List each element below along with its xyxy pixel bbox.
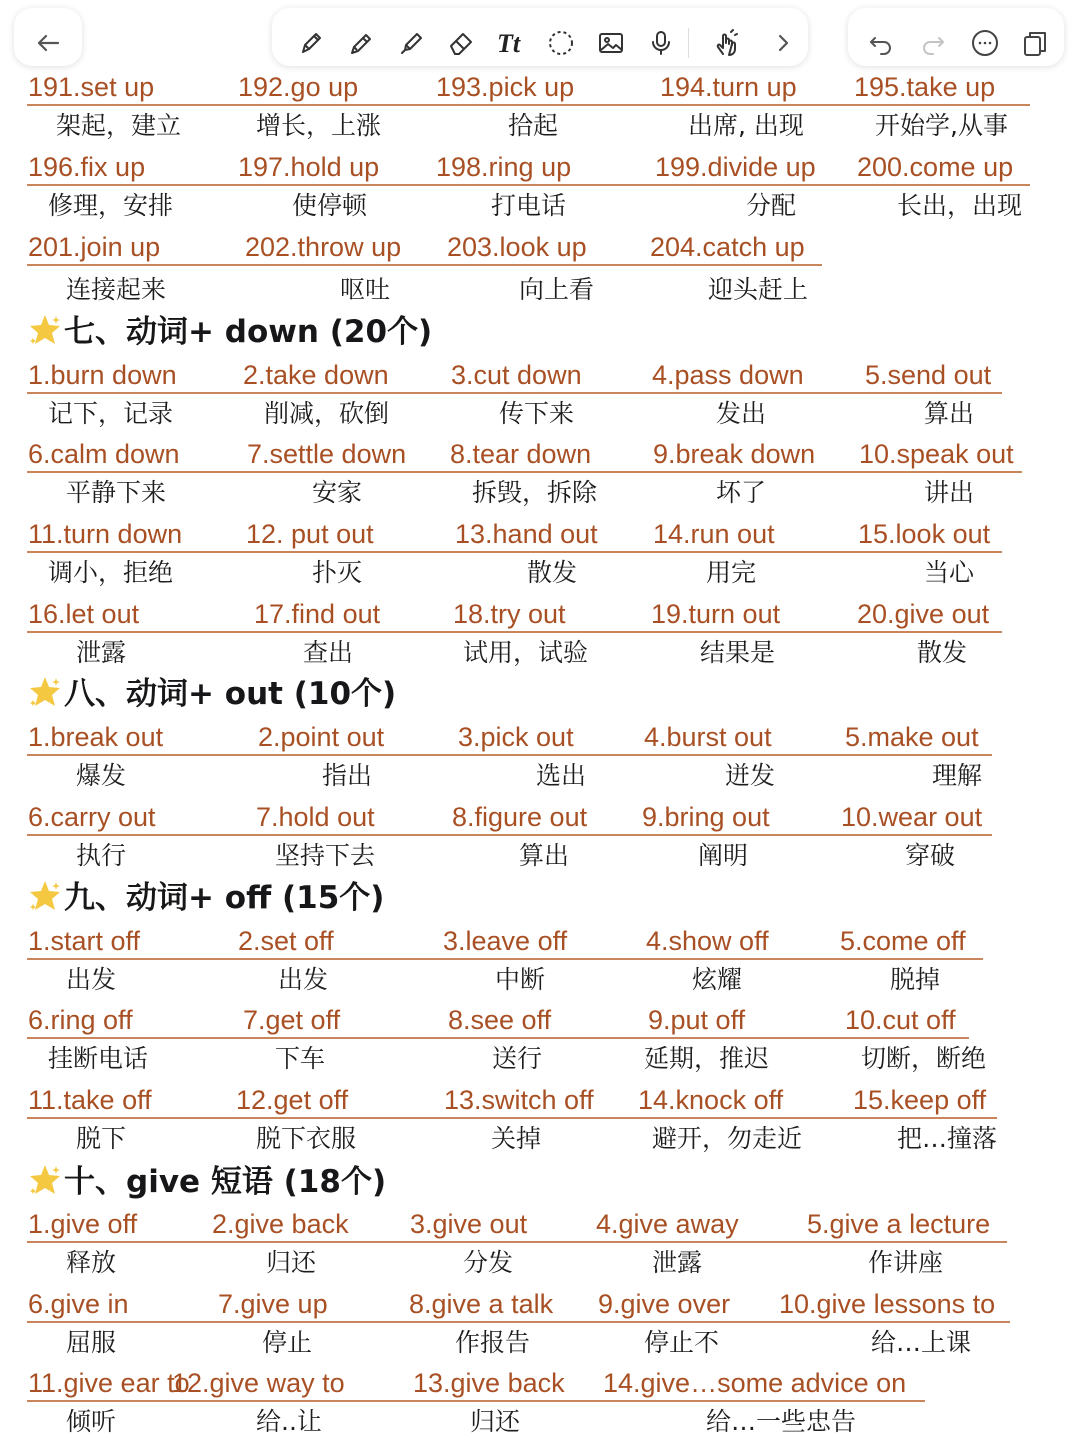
star-sparkle-icon	[28, 879, 62, 913]
phrase-meaning: 给…一些忠告	[706, 1407, 857, 1436]
phrase-term: 3.give out	[410, 1209, 528, 1239]
phrase-meaning: 安家	[312, 478, 363, 507]
phrase-meaning: 向上看	[519, 275, 595, 304]
phrase-meaning: 使停顿	[292, 191, 368, 220]
phrase-meaning: 脱掉	[890, 965, 941, 994]
phrase-term: 8.figure out	[452, 802, 588, 832]
phrase-term: 7.settle down	[247, 439, 407, 469]
phrase-row	[0, 358, 1080, 398]
phrase-meaning: 分配	[746, 191, 797, 220]
phrase-meaning: 扑灭	[312, 558, 363, 587]
phrase-term: 7.hold out	[256, 802, 375, 832]
phrase-meaning: 指出	[322, 761, 373, 790]
phrase-term: 12.get off	[236, 1085, 349, 1115]
star-sparkle-icon	[28, 675, 62, 709]
phrase-term: 14.run out	[653, 519, 775, 549]
phrase-meaning: 关掉	[491, 1124, 542, 1153]
section-heading	[28, 312, 432, 352]
phrase-meaning: 坚持下去	[275, 841, 376, 870]
phrase-meaning: 分发	[463, 1248, 514, 1277]
phrase-meaning: 当心	[924, 558, 975, 587]
section-heading-text: 八、动词+ out (10个)	[64, 676, 397, 712]
phrase-meaning: 停止不	[644, 1328, 720, 1357]
section-heading-text: 九、动词+ off (15个)	[64, 880, 385, 916]
phrase-meaning: 归还	[470, 1407, 521, 1436]
phrase-term: 14.knock off	[638, 1085, 784, 1115]
phrase-term: 5.send out	[865, 360, 992, 390]
phrase-meaning: 爆发	[76, 761, 127, 790]
phrase-meaning: 传下来	[499, 399, 575, 428]
phrase-term: 1.burn down	[28, 360, 177, 390]
phrase-meaning: 脱下	[76, 1124, 127, 1153]
phrase-meaning: 把…撞落	[897, 1124, 998, 1153]
phrase-term: 195.take up	[854, 72, 996, 102]
row-underline	[27, 1321, 1010, 1323]
phrase-term: 1.give off	[28, 1209, 138, 1239]
phrase-meaning: 下车	[275, 1044, 326, 1073]
phrase-term: 10.cut off	[845, 1005, 956, 1035]
phrase-meaning: 作报告	[455, 1328, 531, 1357]
row-underline	[27, 1117, 997, 1119]
phrase-meaning: 中断	[495, 965, 546, 994]
phrase-term: 13.hand out	[455, 519, 598, 549]
phrase-meaning: 给…上课	[871, 1328, 972, 1357]
phrase-row	[0, 150, 1080, 190]
row-underline	[27, 1037, 969, 1039]
phrase-row	[0, 437, 1080, 477]
phrase-term: 194.turn up	[660, 72, 797, 102]
row-underline	[27, 1400, 925, 1402]
phrase-row	[0, 230, 1080, 270]
phrase-term: 3.cut down	[451, 360, 582, 390]
section-heading-text: 七、动词+ down (20个)	[64, 314, 433, 350]
phrase-term: 15.keep off	[853, 1085, 987, 1115]
phrase-meaning: 出发	[278, 965, 329, 994]
phrase-term: 7.give up	[218, 1289, 328, 1319]
phrase-meaning: 呕吐	[340, 275, 391, 304]
phrase-term: 203.look up	[447, 232, 587, 262]
phrase-term: 6.ring off	[28, 1005, 133, 1035]
phrase-term: 2.point out	[258, 722, 385, 752]
phrase-meaning: 算出	[924, 399, 975, 428]
phrase-term: 9.give over	[598, 1289, 731, 1319]
phrase-term: 5.give a lecture	[807, 1209, 991, 1239]
phrase-meaning: 发出	[716, 399, 767, 428]
phrase-term: 4.show off	[646, 926, 769, 956]
phrase-meaning: 送行	[492, 1044, 543, 1073]
phrase-term: 3.pick out	[458, 722, 574, 752]
phrase-term: 201.join up	[28, 232, 161, 262]
phrase-meaning: 开始学,从事	[875, 111, 1008, 140]
phrase-term: 202.throw up	[245, 232, 402, 262]
star-sparkle-icon	[28, 313, 62, 347]
phrase-term: 18.try out	[453, 599, 566, 629]
phrase-term: 193.pick up	[436, 72, 575, 102]
phrase-meaning: 试用，试验	[463, 638, 589, 667]
row-underline	[27, 1241, 1007, 1243]
phrase-meaning: 炫耀	[692, 965, 743, 994]
phrase-term: 12.give way to	[172, 1368, 345, 1398]
phrase-meaning: 增长，上涨	[256, 111, 382, 140]
phrase-meaning: 给..让	[256, 1407, 322, 1436]
phrase-meaning: 拆毁，拆除	[472, 478, 598, 507]
phrase-meaning: 结果是	[700, 638, 776, 667]
phrase-term: 15.look out	[858, 519, 991, 549]
phrase-term: 200.come up	[857, 152, 1014, 182]
phrase-term: 8.give a talk	[409, 1289, 554, 1319]
phrase-term: 20.give out	[857, 599, 990, 629]
phrase-meaning: 停止	[262, 1328, 313, 1357]
phrase-meaning: 迎头赶上	[708, 275, 809, 304]
phrase-meaning: 泄露	[652, 1248, 703, 1277]
phrase-meaning: 出发	[66, 965, 117, 994]
phrase-row	[0, 720, 1080, 760]
phrase-meaning: 拾起	[508, 111, 559, 140]
phrase-term: 13.give back	[413, 1368, 565, 1398]
phrase-meaning: 泄露	[76, 638, 127, 667]
phrase-meaning: 记下，记录	[48, 399, 174, 428]
phrase-term: 11.turn down	[28, 519, 183, 549]
phrase-term: 4.burst out	[644, 722, 772, 752]
phrase-term: 192.go up	[238, 72, 359, 102]
phrase-term: 204.catch up	[650, 232, 805, 262]
phrase-term: 7.get off	[243, 1005, 341, 1035]
phrase-meaning: 屈服	[66, 1328, 117, 1357]
phrase-meaning: 出席, 出现	[688, 111, 804, 140]
phrase-term: 3.leave off	[443, 926, 568, 956]
section-heading	[28, 1162, 386, 1202]
phrase-row	[0, 1287, 1080, 1327]
phrase-term: 19.turn out	[651, 599, 781, 629]
phrase-meaning: 连接起来	[66, 275, 167, 304]
phrase-meaning: 倾听	[66, 1407, 117, 1436]
phrase-row	[0, 1366, 1080, 1406]
row-underline	[27, 392, 1002, 394]
phrase-term: 1.start off	[28, 926, 141, 956]
phrase-term: 9.put off	[648, 1005, 746, 1035]
section-heading	[28, 674, 396, 714]
row-underline	[27, 471, 1022, 473]
phrase-row	[0, 1003, 1080, 1043]
phrase-meaning: 调小，拒绝	[48, 558, 174, 587]
phrase-term: 11.give ear to	[28, 1368, 190, 1398]
phrase-term: 1.break out	[28, 722, 164, 752]
phrase-meaning: 平静下来	[66, 478, 167, 507]
phrase-term: 10.wear out	[841, 802, 983, 832]
phrase-meaning: 打电话	[491, 191, 567, 220]
row-underline	[27, 184, 1030, 186]
phrase-term: 6.give in	[28, 1289, 129, 1319]
phrase-term: 13.switch off	[444, 1085, 594, 1115]
phrase-meaning: 切断，断绝	[861, 1044, 987, 1073]
phrase-term: 9.break down	[653, 439, 816, 469]
svg-text:Tt: Tt	[497, 29, 521, 58]
phrase-meaning: 执行	[76, 841, 127, 870]
phrase-term: 4.pass down	[652, 360, 804, 390]
phrase-meaning: 迸发	[725, 761, 776, 790]
phrase-term: 12. put out	[246, 519, 374, 549]
phrase-row	[0, 1083, 1080, 1123]
phrase-meaning: 作讲座	[868, 1248, 944, 1277]
phrase-term: 191.set up	[28, 72, 155, 102]
phrase-term: 14.give…some advice on	[603, 1368, 907, 1398]
phrase-term: 196.fix up	[28, 152, 146, 182]
phrase-meaning: 选出	[536, 761, 587, 790]
phrase-meaning: 架起，建立	[56, 111, 182, 140]
phrase-term: 2.set off	[238, 926, 334, 956]
phrase-meaning: 修理，安排	[48, 191, 174, 220]
section-heading	[28, 878, 384, 918]
phrase-meaning: 长出，出现	[897, 191, 1023, 220]
phrase-meaning: 归还	[266, 1248, 317, 1277]
phrase-row	[0, 597, 1080, 637]
row-underline	[27, 264, 822, 266]
row-underline	[27, 958, 983, 960]
phrase-term: 11.take off	[28, 1085, 152, 1115]
phrase-term: 199.divide up	[655, 152, 816, 182]
phrase-meaning: 穿破	[905, 841, 956, 870]
phrase-term: 6.calm down	[28, 439, 180, 469]
phrase-term: 2.give back	[212, 1209, 349, 1239]
phrase-meaning: 散发	[527, 558, 578, 587]
phrase-meaning: 释放	[66, 1248, 117, 1277]
row-underline	[27, 834, 992, 836]
row-underline	[27, 104, 1030, 106]
phrase-term: 198.ring up	[436, 152, 572, 182]
phrase-row	[0, 70, 1080, 110]
phrase-term: 2.take down	[243, 360, 389, 390]
phrase-meaning: 散发	[917, 638, 968, 667]
phrase-meaning: 避开，勿走近	[652, 1124, 803, 1153]
phrase-term: 16.let out	[28, 599, 140, 629]
phrase-meaning: 削减，砍倒	[264, 399, 390, 428]
phrase-row	[0, 1207, 1080, 1247]
phrase-meaning: 算出	[519, 841, 570, 870]
row-underline	[27, 551, 1002, 553]
phrase-term: 9.bring out	[642, 802, 770, 832]
star-sparkle-icon	[28, 1163, 62, 1197]
phrase-term: 17.find out	[254, 599, 381, 629]
phrase-term: 8.tear down	[450, 439, 592, 469]
phrase-meaning: 讲出	[924, 478, 975, 507]
phrase-term: 10.speak out	[859, 439, 1014, 469]
phrase-meaning: 坏了	[716, 478, 767, 507]
phrase-term: 4.give away	[596, 1209, 739, 1239]
phrase-meaning: 脱下衣服	[256, 1124, 357, 1153]
phrase-meaning: 查出	[303, 638, 354, 667]
phrase-term: 8.see off	[448, 1005, 552, 1035]
section-heading-text: 十、give 短语 (18个)	[64, 1164, 387, 1200]
phrase-term: 5.make out	[845, 722, 979, 752]
phrase-meaning: 理解	[932, 761, 983, 790]
phrase-term: 197.hold up	[238, 152, 380, 182]
phrase-row	[0, 800, 1080, 840]
phrase-term: 6.carry out	[28, 802, 156, 832]
phrase-row	[0, 517, 1080, 557]
phrase-term: 10.give lessons to	[779, 1289, 996, 1319]
phrase-meaning: 挂断电话	[48, 1044, 149, 1073]
row-underline	[27, 631, 1002, 633]
phrase-row	[0, 924, 1080, 964]
phrase-meaning: 阐明	[698, 841, 749, 870]
row-underline	[27, 754, 992, 756]
phrase-term: 5.come off	[840, 926, 966, 956]
phrase-meaning: 用完	[706, 558, 757, 587]
phrase-meaning: 延期，推迟	[644, 1044, 770, 1073]
